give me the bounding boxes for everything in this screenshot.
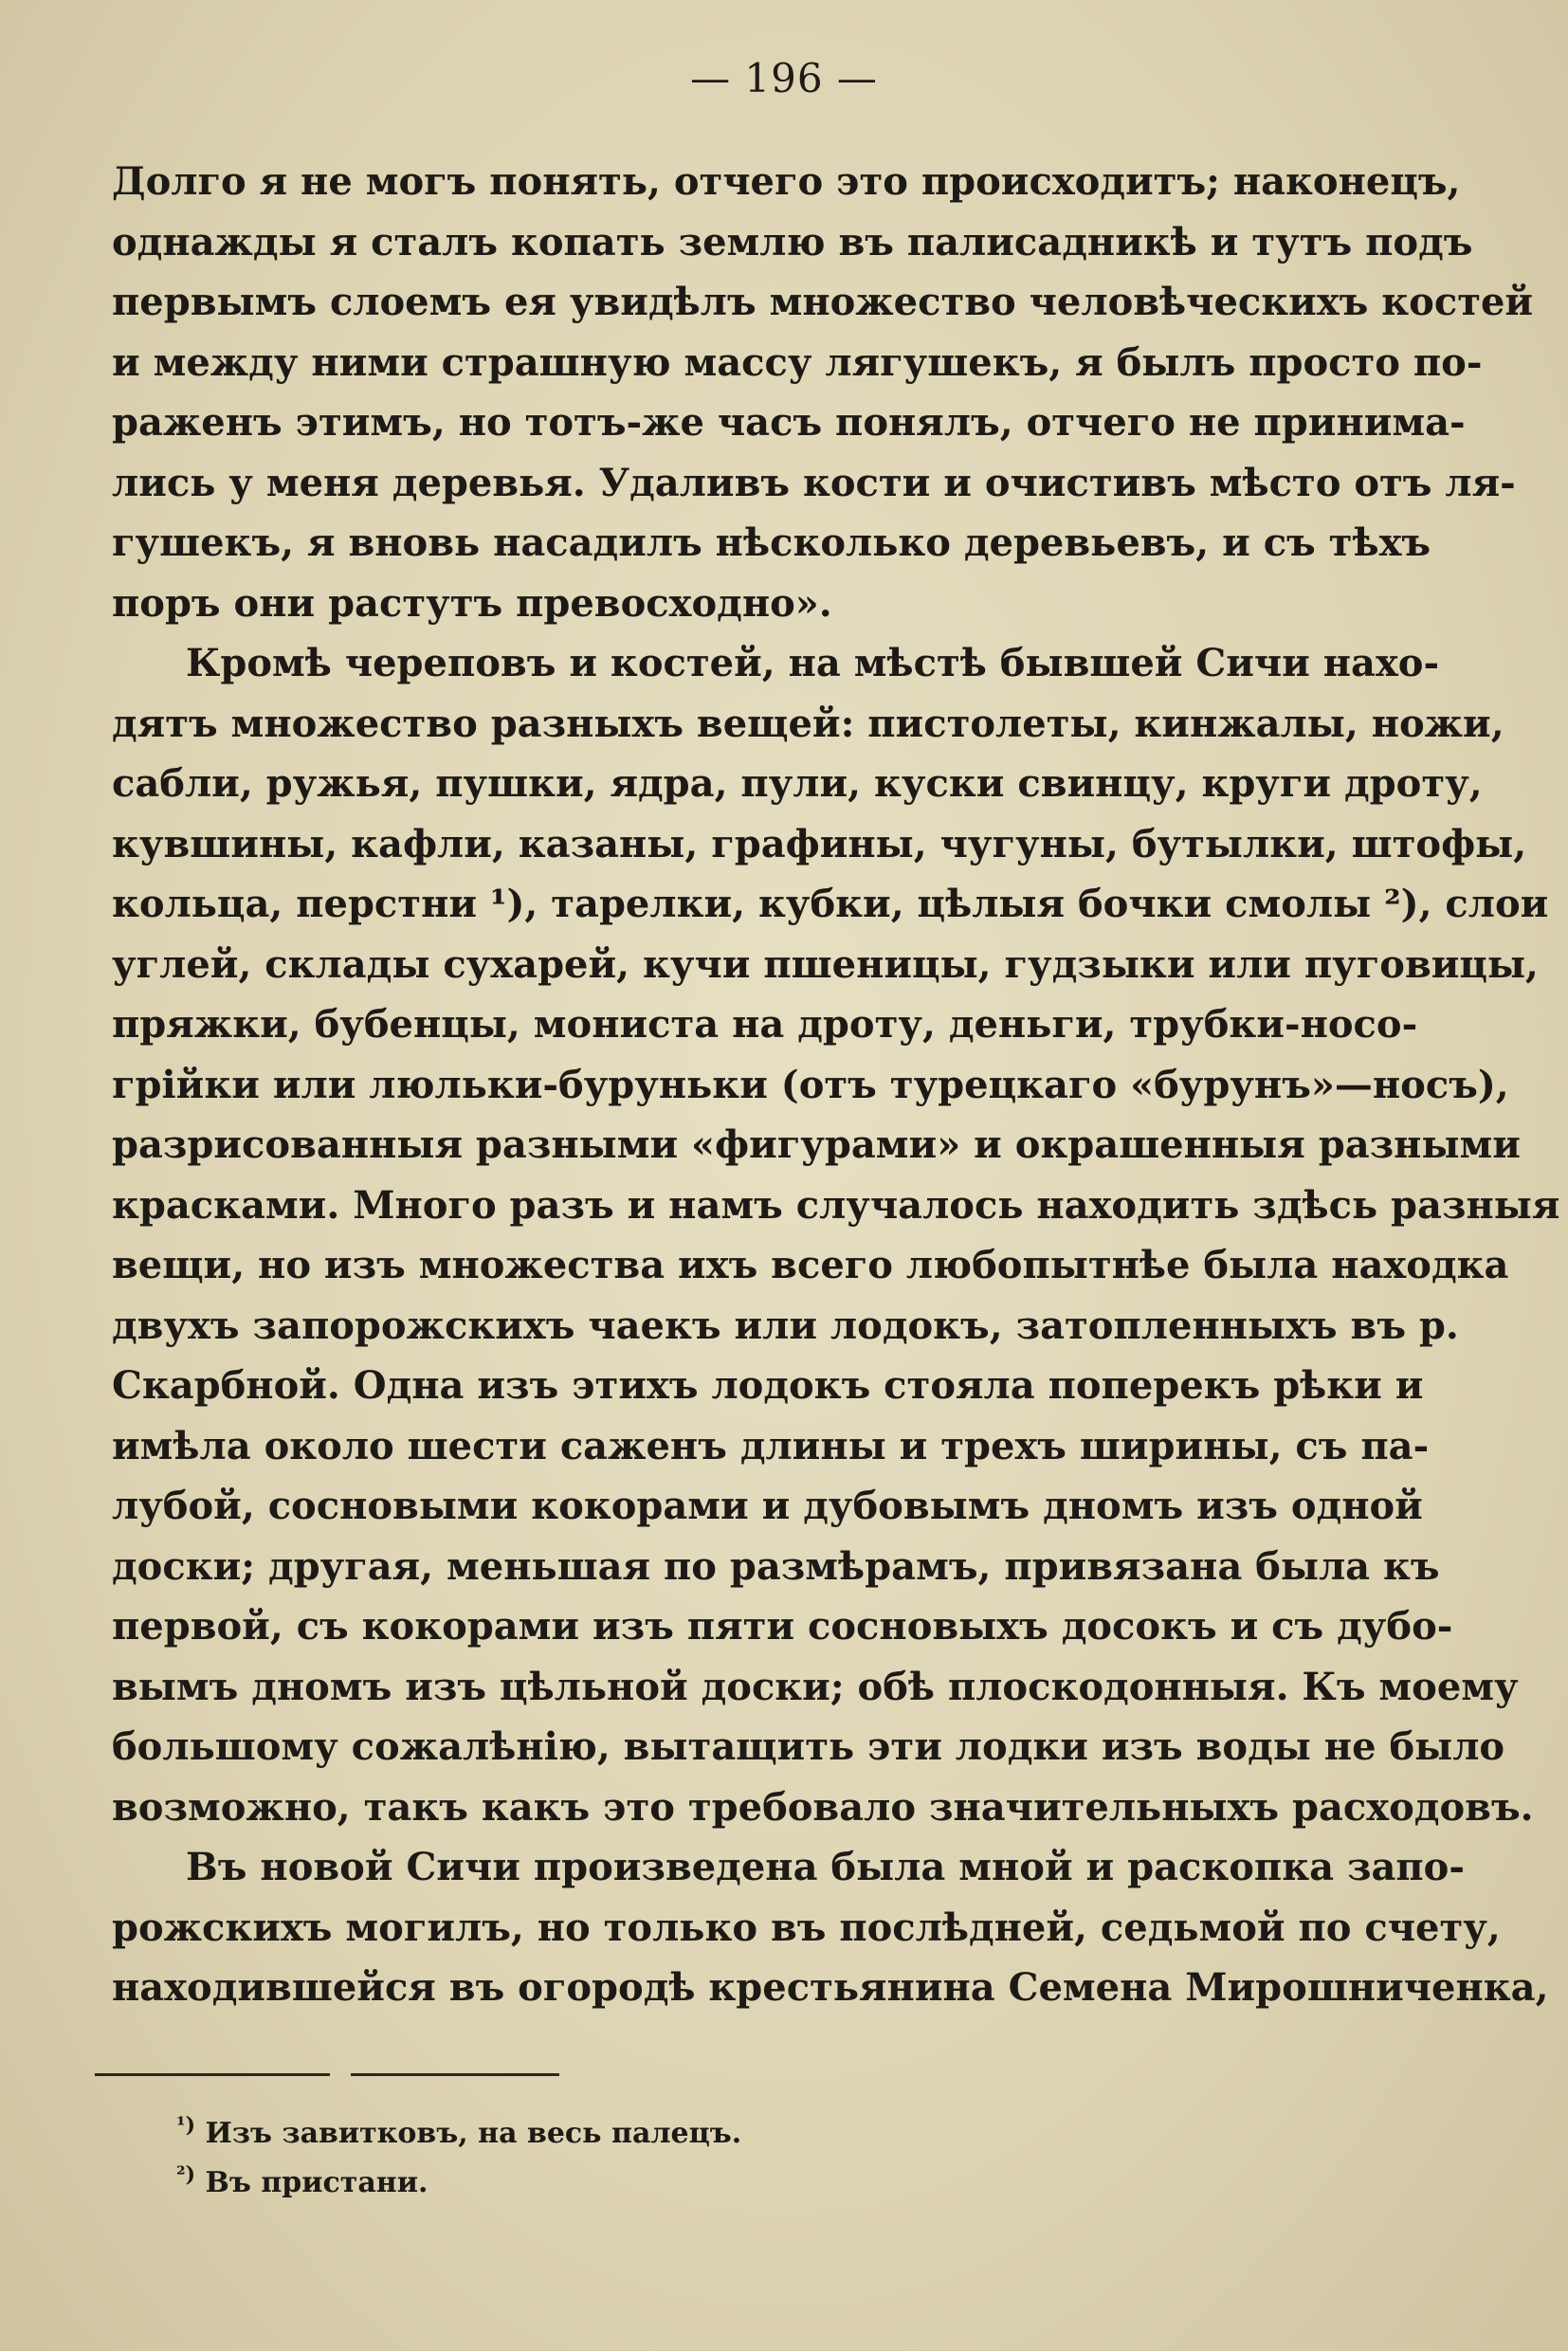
text-line: лись у меня деревья. Удаливъ кости и очистивъ мѣсто отъ ля- — [112, 460, 1516, 505]
text-line: дятъ множество разныхъ вещей: пистолеты, кинжалы, ножи, — [112, 701, 1504, 746]
page-number: — 196 — — [690, 55, 878, 101]
text-line: раженъ этимъ, но тотъ-же часъ понялъ, отчего не принима- — [112, 400, 1466, 445]
text-line: вещи, но изъ множества ихъ всего любопытнѣе была находка — [112, 1243, 1509, 1287]
text-line: пряжки, бубенцы, мониста на дроту, деньги, трубки-носо- — [112, 1002, 1418, 1047]
text-line: доски; другая, меньшая по размѣрамъ, привязана была къ — [112, 1543, 1440, 1589]
text-line: разрисованныя разными «фигурами» и окрашенныя разными — [112, 1122, 1521, 1167]
text-line: первой, съ кокорами изъ пяти сосновыхъ досокъ и съ дубо- — [112, 1604, 1453, 1649]
text-line: вымъ дномъ изъ цѣльной доски; обѣ плоскодонныя. Къ моему — [112, 1664, 1519, 1709]
paragraph — [112, 1837, 1549, 2018]
footnote-text: Изъ завитковъ, на весь палецъ. — [205, 2117, 742, 2150]
footnote — [176, 2109, 1314, 2159]
body-text — [112, 152, 1560, 2018]
text-line: кольца, перстни ¹), тарелки, кубки, цѣлыя бочки смолы ²), слои — [112, 882, 1549, 926]
text-line: кувшины, кафли, казаны, графины, чугуны, бутылки, штофы, — [112, 821, 1527, 866]
text-line: гушекъ, я вновь насадилъ нѣсколько деревьевъ, и съ тѣхъ — [112, 520, 1431, 565]
paragraph — [112, 633, 1560, 1837]
text-line: грійки или люльки-буруньки (отъ турецкаго «бурунъ»—носъ), — [112, 1062, 1509, 1107]
text-line: однажды я сталъ копать землю въ палисадникѣ и тутъ подъ — [112, 219, 1473, 264]
text-line: и между ними страшную массу лягушекъ, я былъ просто по- — [112, 339, 1483, 385]
text-line: сабли, ружья, пушки, ядра, пули, куски свинцу, круги дроту, — [112, 761, 1483, 806]
text-line: рожскихъ могилъ, но только въ послѣдней, седьмой по счету, — [112, 1904, 1501, 1950]
footnote-mark: ¹) — [176, 2113, 196, 2138]
text-line: находившейся въ огородѣ крестьянина Семена Мирошниченка, — [112, 1965, 1549, 2010]
footnote-text: Въ пристани. — [205, 2166, 428, 2199]
footnote-divider — [95, 2073, 330, 2076]
text-line: двухъ запорожскихъ чаекъ или лодокъ, затопленныхъ въ р. — [112, 1303, 1459, 1348]
text-line: красками. Много разъ и намъ случалось находить здѣсь разныя — [112, 1182, 1560, 1228]
text-line: поръ они растутъ превосходно». — [112, 580, 832, 626]
text-line: имѣла около шести саженъ длины и трехъ ширины, съ па- — [112, 1423, 1430, 1468]
footnote-mark: ²) — [176, 2162, 196, 2187]
text-line: Скарбной. Одна изъ этихъ лодокъ стояла поперекъ рѣки и — [112, 1363, 1424, 1408]
text-line: лубой, сосновыми кокорами и дубовымъ дномъ изъ одной — [112, 1484, 1423, 1528]
footnotes — [176, 2109, 1314, 2208]
text-line: Долго я не могъ понять, отчего это происходитъ; наконецъ, — [112, 159, 1461, 204]
footnote-divider — [351, 2073, 559, 2076]
text-line: углей, склады сухарей, кучи пшеницы, гудзыки или пуговицы, — [112, 941, 1539, 987]
text-line: первымъ слоемъ ея увидѣлъ множество человѣческихъ костей — [112, 280, 1534, 324]
text-line: Въ новой Сичи произведена была мной и раскопка запо- — [186, 1845, 1465, 1889]
text-line: возможно, такъ какъ это требовало значительныхъ расходовъ. — [112, 1784, 1534, 1830]
text-line: Кромѣ череповъ и костей, на мѣстѣ бывшей Сичи нахо- — [186, 641, 1440, 685]
paragraph — [112, 152, 1534, 633]
text-line: большому сожалѣнію, вытащить эти лодки изъ воды не было — [112, 1724, 1505, 1769]
footnote — [176, 2159, 1314, 2208]
